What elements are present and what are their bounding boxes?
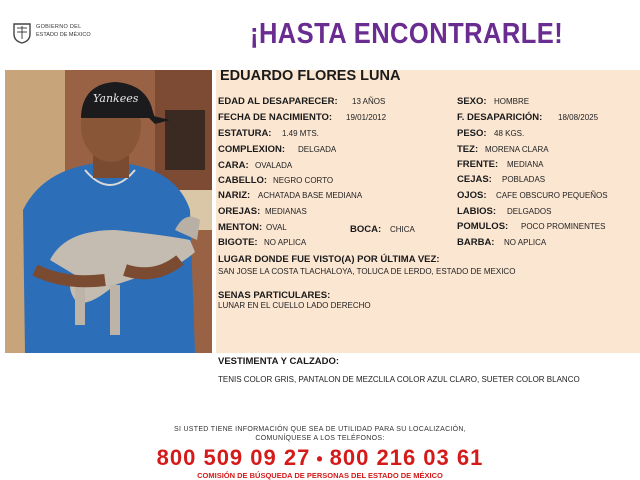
last-seen-label: LUGAR DONDE FUE VISTO(A) POR ÚLTIMA VEZ: [218,254,440,265]
field-value-tez: MORENA CLARA [485,145,549,154]
particular-marks-label: SENAS PARTICULARES: [218,290,331,301]
field-label-cejas: CEJAS: [457,174,492,185]
clothing-value: TENIS COLOR GRIS, PANTALON DE MEZCLILA COLOR AZUL CLARO, SUETER COLOR BLANCO [218,375,580,384]
field-value-peso: 48 KGS. [494,129,525,138]
field-label-orejas: OREJAS: [218,206,261,217]
field-value-cara: OVALADA [255,161,293,170]
field-value-labios: DELGADOS [507,207,552,216]
field-label-estatura: ESTATURA: [218,128,272,139]
particular-marks-value: LUNAR EN EL CUELLO LADO DERECHO [218,301,371,310]
field-value-complexion: DELGADA [298,145,337,154]
field-label-nacimiento: FECHA DE NACIMIENTO: [218,112,332,123]
clothing-label: VESTIMENTA Y CALZADO: [218,356,340,367]
field-value-barba: NO APLICA [504,238,547,247]
field-label-boca: BOCA: [350,224,382,235]
field-label-desaparicion: F. DESAPARICIÓN: [457,112,543,123]
field-value-pomulos: POCO PROMINENTES [521,222,606,231]
logo-line-1: GOBIERNO DEL [36,24,82,30]
contact-line-1: SI USTED TIENE INFORMACIÓN QUE SEA DE UTILIDAD PARA SU LOCALIZACIÓN, [173,426,467,433]
field-label-nariz: NARIZ: [218,190,251,201]
field-label-complexion: COMPLEXION: [218,144,286,155]
cap-text: Yankees [93,92,139,105]
field-value-cejas: POBLADAS [502,175,546,184]
person-name: EDUARDO FLORES LUNA [220,68,401,84]
field-label-frente: FRENTE: [457,159,499,170]
field-value-cabello: NEGRO CORTO [273,176,334,185]
state-government-logo [12,20,122,48]
field-value-nacimiento: 19/01/2012 [346,113,387,122]
field-label-peso: PESO: [457,128,487,139]
contact-instructions [120,425,520,443]
field-label-barba: BARBA: [457,237,495,248]
field-label-pomulos: POMULOS: [457,221,509,232]
missing-person-photo [5,70,212,353]
commission-name: COMISIÓN DE BÚSQUEDA DE PERSONAS DEL ESTADO DE MÉXICO [197,471,443,480]
phone-numbers [60,445,580,471]
field-label-tez: TEZ: [457,144,479,155]
field-label-bigote: BIGOTE: [218,237,258,248]
phone-separator: • [316,449,324,469]
logo-line-2: ESTADO DE MÉXICO [36,32,91,38]
coat-of-arms-icon [12,22,32,44]
field-label-cara: CARA: [218,160,249,171]
field-value-frente: MEDIANA [507,160,544,169]
phone-number-1[interactable]: 800 509 09 27 [156,445,311,470]
field-label-sexo: SEXO: [457,96,487,107]
field-value-nariz: ACHATADA BASE MEDIANA [258,191,363,200]
field-value-sexo: HOMBRE [494,97,530,106]
page-title: ¡HASTA ENCONTRARLE! [250,18,564,50]
field-value-bigote: NO APLICA [264,238,307,247]
field-label-edad: EDAD AL DESAPARECER: [218,96,338,107]
field-label-cabello: CABELLO: [218,175,268,186]
field-value-menton: OVAL [266,223,287,232]
field-value-orejas: MEDIANAS [265,207,307,216]
field-label-menton: MENTON: [218,222,263,233]
field-value-ojos: CAFE OBSCURO PEQUEÑOS [496,191,608,200]
last-seen-value: SAN JOSE LA COSTA TLACHALOYA, TOLUCA DE LERDO, ESTADO DE MEXICO [218,267,516,276]
field-value-estatura: 1.49 MTS. [282,129,319,138]
field-value-boca: CHICA [390,225,415,234]
field-label-ojos: OJOS: [457,190,487,201]
field-label-labios: LABIOS: [457,206,497,217]
contact-line-2: COMUNÍQUESE A LOS TELÉFONOS: [255,435,385,442]
field-value-edad: 13 AÑOS [352,97,386,106]
phone-number-2[interactable]: 800 216 03 61 [329,445,484,470]
field-value-desaparicion: 18/08/2025 [558,113,599,122]
